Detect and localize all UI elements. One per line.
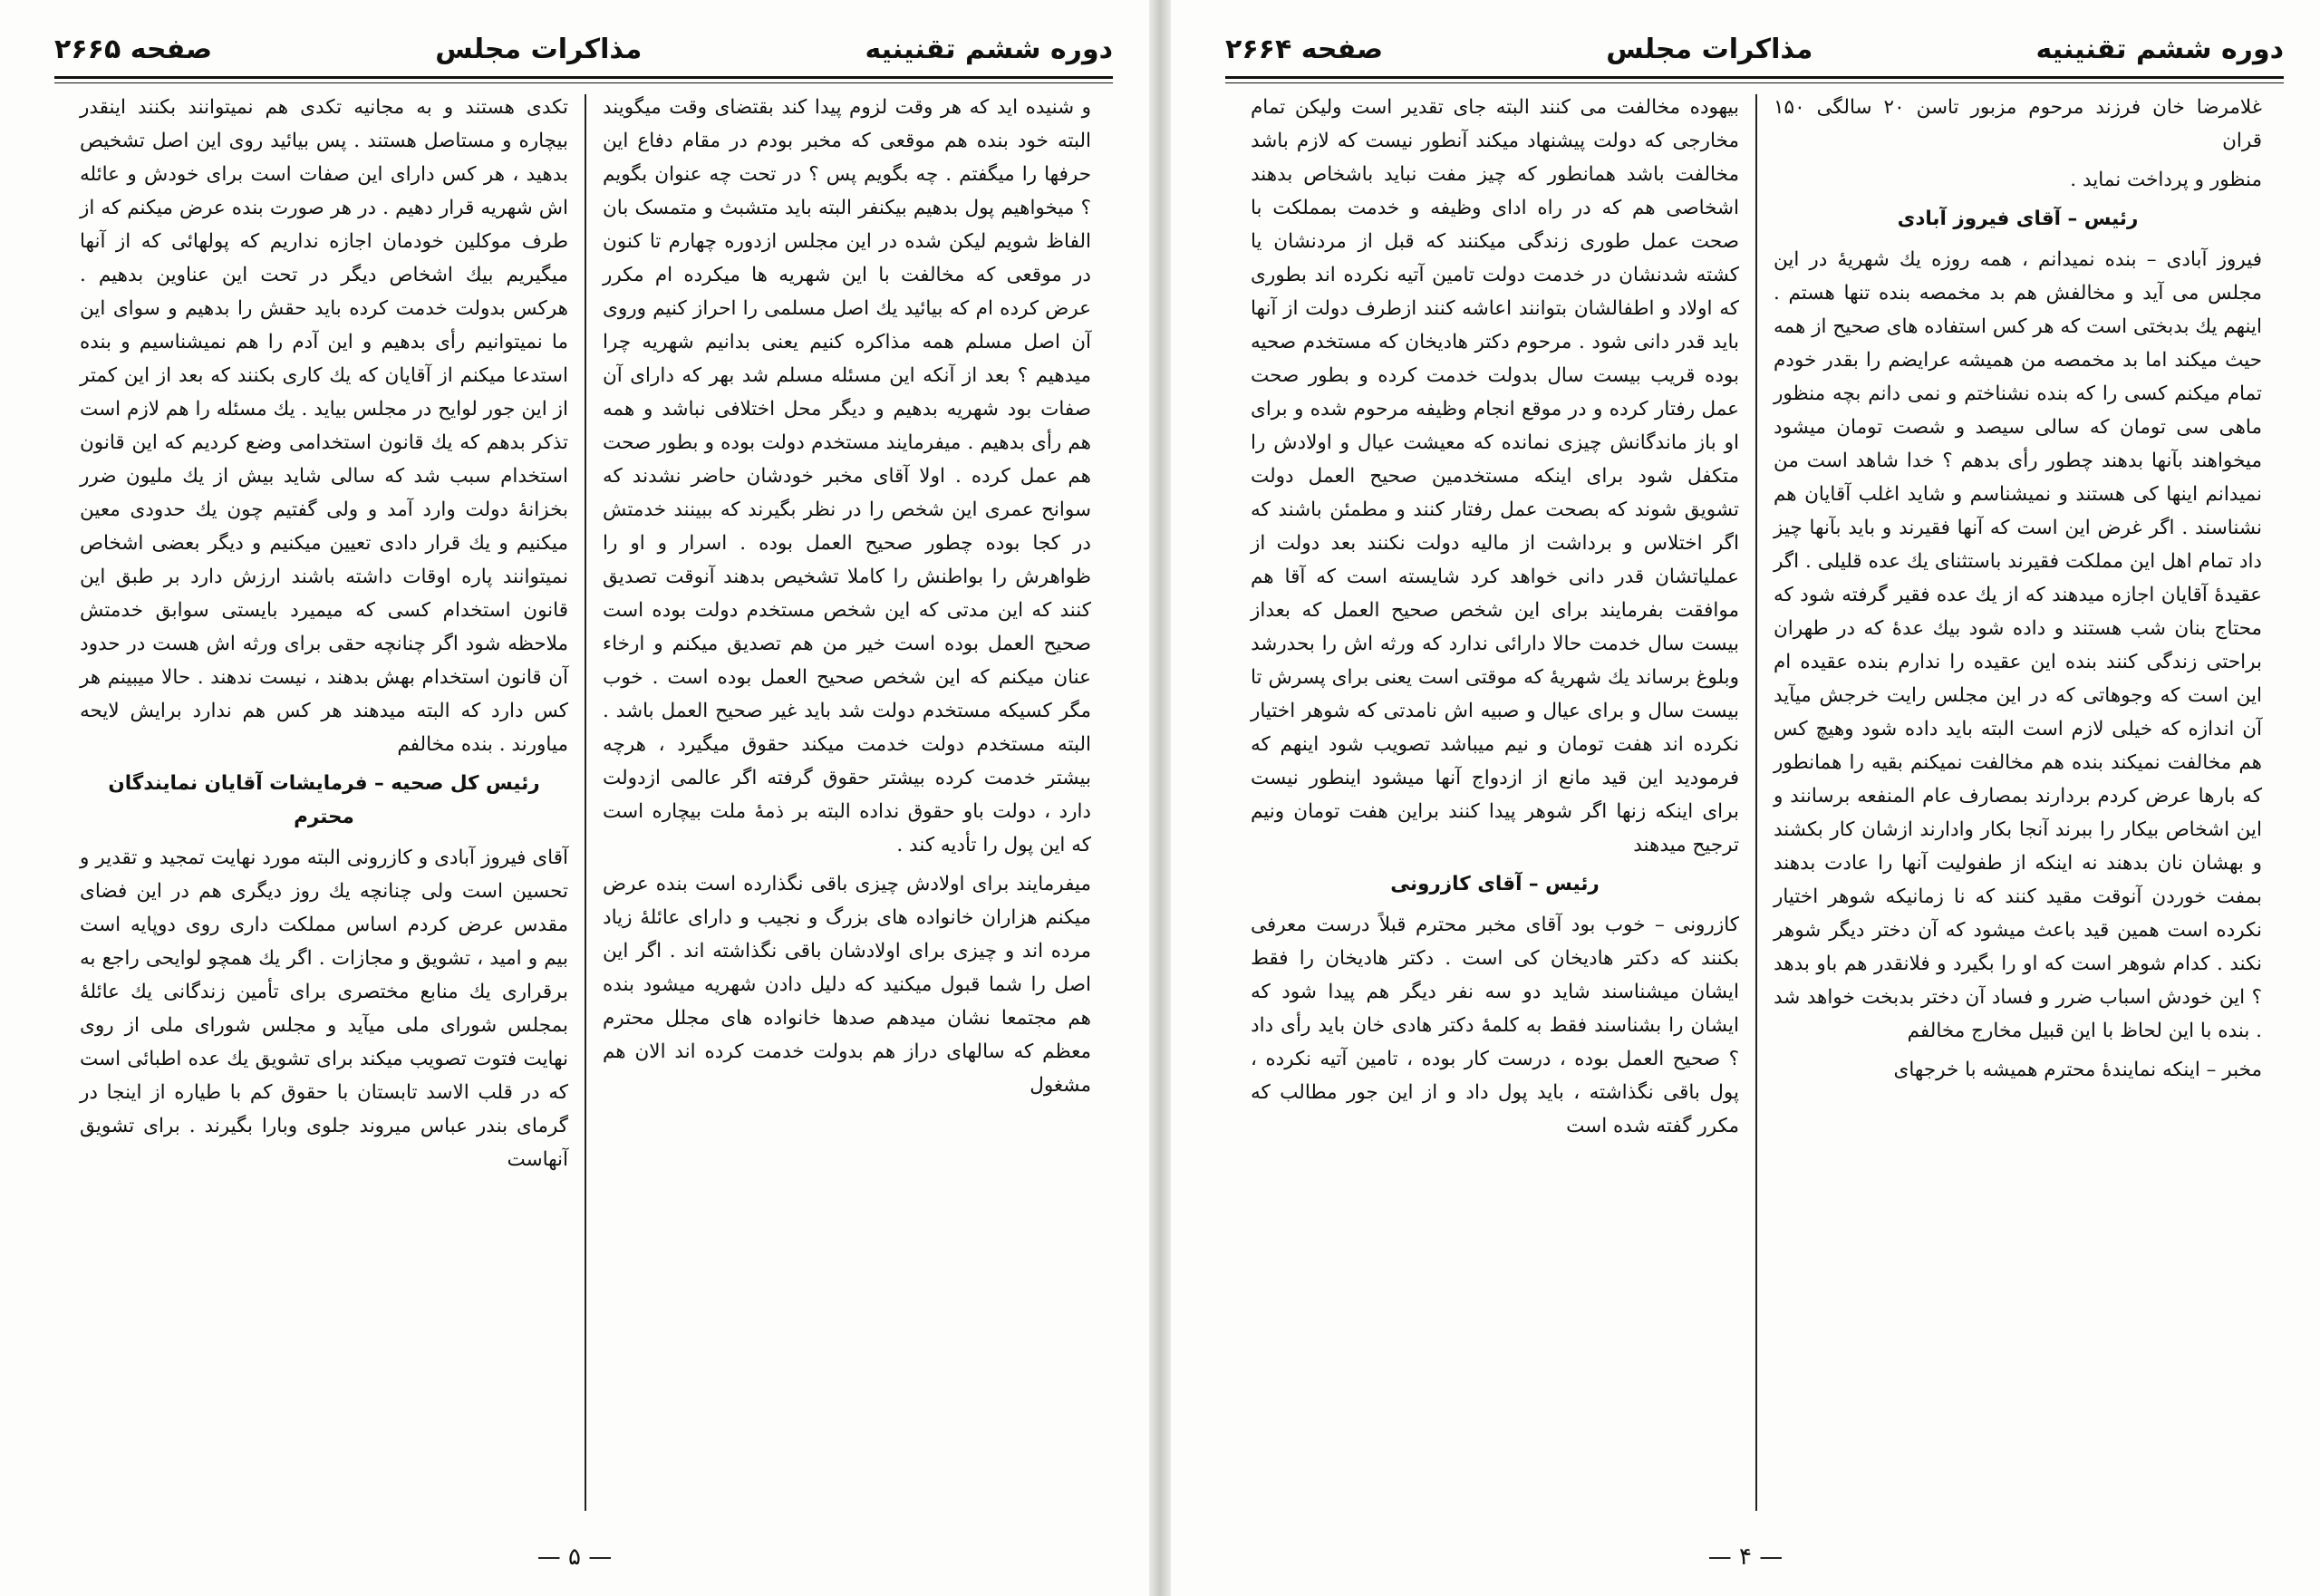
left-page-header	[54, 27, 1113, 71]
book-gutter	[1149, 0, 1171, 1596]
session-label: دوره ششم تقنینیه	[2035, 33, 2284, 65]
left-page	[0, 0, 1149, 1596]
session-label: دوره ششم تقنینیه	[865, 33, 1113, 65]
header-rule	[1225, 76, 2284, 83]
paragraph: بیهوده مخالفت می کنند البته جای تقدیر است ولیکن تمام مخارجی که دولت پیشنهاد میکند آنطور نیست که لازم باشد مخالفت باشد همانطور که چیز مفت نباید باشخاص بدهند اشخاصی هم که در راه ادای وظیفه و خدمت بمملکت با صحت عمل طوری زندگی میکنند که قبل از مردنشان یا کشته شدنشان در خدمت دولت تامین آتیه نکرده اند بطوری که اولاد و اطفالشان بتوانند اعاشه کنند ازطرف دولت از آنها باید قدر دانی شود . مرحوم دکتر هادیخان که مستخدم صحیه بوده قریب بیست سال بدولت خدمت کرده و بطور صحت عمل رفتار کرده و در موقع انجام وظیفه مرحوم شده و برای او باز ماندگانش چیزی نمانده که معیشت عیال و اولادش را متکفل شود برای اینکه مستخدمین صحیح العمل دولت تشویق شوند که بصحت عمل رفتار کنند و مطمئن باشند که اگر اختلاس و برداشت از مالیه دولت نکنند بعد دولت از عملیاتشان قدر دانی خواهد کرد شایسته است که آقا هم موافقت بفرمایند برای این شخص صحیح العمل که بعداز بیست سال خدمت حالا دارائی ندارد که ورثه اش را بحدرشد وبلوغ برساند یك شهریهٔ که موقتی است یعنی برای پسرش تا بیست سال و برای عیال و صبیه اش نامدتی که شوهر اختیار نکرده اند هفت تومان و نیم میباشد تصویب شود اینهم که فرمودید این قید مانع از ازدواج آنها میشود اینطور نیست برای اینکه زنها اگر شوهر پیدا کنند براین هفت تومان ونیم ترجیح میدهند	[1251, 96, 1739, 856]
paragraph: منظور و پرداخت نماید .	[2070, 169, 2262, 191]
speaker-heading: رئیس – آقای فیروز آبادی	[1897, 208, 2139, 230]
page-number: صفحه ۲۶۶۴	[1225, 33, 1384, 65]
paragraph: آقای فیروز آبادی و کازرونی البته مورد نهایت تمجید و تقدیر و تحسین است ولی چنانچه یك روز دیگری هم در این فضای مقدس عرض کردم اساس مملکت داری روی دوپایه است بیم و امید ، تشویق و مجازات . اگر یك همچو لوایحی راجع به برقراری یك منابع مختصری برای تأمین زندگانی یك عائلهٔ بمجلس شورای ملی میآید و مجلس شورای ملی از روی نهایت فتوت تصویب میکند برای تشویق یك عده اطبائی است که در قلب الاسد تابستان با حقوق کم با طیاره از اینجا در گرمای بندر عباس میروند جلوی وبارا بگیرند . برای تشویق آنهاست	[80, 846, 568, 1171]
text-column-left	[1234, 91, 1755, 1514]
paragraph: مخبر – اینکه نمایندهٔ محترم همیشه با خرجهای	[1893, 1059, 2262, 1081]
text-column-left	[63, 91, 585, 1514]
paragraph: فیروز آبادی – بنده نمیدانم ، همه روزه یك شهریهٔ در این مجلس می آید و مخالفش هم بد مخمصه بنده تنها هستم . اینهم یك بدبختی است که هر کس استفاده های صحیح از همه حیث میکند اما بد مخمصه من همیشه عرایضم را بقدر خودم تمام میکنم کسی را که بنده نشناختم و نمی دانم بچه منظور ماهی سی تومان که سالی سیصد و شصت تومان میشود میخواهند بآنها بدهند چطور رأی بدهم ؟ خدا شاهد است من نمیدانم اینها کی هستند و نمیشناسم و شاید اغلب آقایان هم نشناسند . اگر غرض این است که آنها فقیرند و باید بآنها چیز داد تمام اهل این مملکت فقیرند باستثنای یك عده قلیلی . اگر عقیدهٔ آقایان اجازه میدهند که از یك عده فقیر گرفته شود که محتاج بنان شب هستند و داده شود بیك عدهٔ که در طهران براحتی زندگی کنند بنده این عقیده را ندارم بنده عقیده ام این است که وجوهاتی که در این مجلس رایت خرجش میآید آن اندازه که خیلی لازم است البته باید داده شود وهیچ کس هم مخالفت نمیکند بنده هم مخالفت نمیکنم بقیه را همانطور که بارها عرض کردم بردارند بمصارف عام المنفعه برسانند و این اشخاص بیکار را ببرند آنجا بکار وادارند ازشان کار بکشند و بهشان نان بدهند نه اینکه از طفولیت آنها را عادت بدهند بمفت خوردن آنوقت مقید کنند که نا زمانیکه شوهر اختیار نکرده است همین قید باعث میشود که آن دختر دیگر شوهر نکند . کدام شوهر است که او را بگیرد و فلانقدر هم باو بدهد ؟ این خودش اسباب ضرر و فساد آن دختر بدبخت خواهد شد . بنده با این لحاظ با این قبیل مخارج مخالفم	[1774, 248, 2262, 1042]
journal-title: مذاکرات مجلس	[1606, 33, 1813, 65]
page-number: صفحه ۲۶۶۵	[54, 33, 213, 65]
left-page-columns	[63, 91, 1107, 1514]
right-page-header	[1225, 27, 2284, 71]
paragraph: میفرمایند برای اولادش چیزی باقی نگذارده است بنده عرض میکنم هزاران خانواده های بزرگ و نجیب و دارای عائلهٔ زیاد مرده اند و چیزی برای اولادشان باقی نگذاشته اند . اگر این اصل را شما قبول میکنید که دلیل دادن شهریه میشود بنده هم مجتمعا نشان میدهم صدها خانواده های مجلل محترم معظم که سالهای دراز هم بدولت خدمت کرده اند الان هم مشغول	[603, 873, 1091, 1097]
right-page-columns	[1234, 91, 2278, 1514]
journal-title: مذاکرات مجلس	[435, 33, 643, 65]
text-column-right	[586, 91, 1107, 1514]
page-footer-number: — ۵ —	[536, 1543, 613, 1571]
right-page	[1171, 0, 2320, 1596]
speaker-heading: رئیس کل صحیه – فرمایشات آقایان نمایندگان محترم	[108, 772, 540, 828]
paragraph: تکدی هستند و به مجانیه تکدی هم نمیتوانند بکنند اینقدر بیچاره و مستاصل هستند . پس بیائید روی این اصل تشخیص بدهید ، هر کس دارای این صفات است برای خودش و عائله اش شهریه قرار دهیم . در هر صورت بنده عرض میکنم که از طرف موکلین خودمان اجازه نداریم که پولهائی که از آنها میگیریم بیك اشخاص دیگر در تحت این عناوین بدهیم . هرکس بدولت خدمت کرده باید حقش را بدهیم و سوای این ما نمیتوانیم رأی بدهیم و این آدم را هم نمیشناسیم و بنده استدعا میکنم از آقایان که یك کاری بکنند که بعد از این کمتر از این جور لوایح در مجلس بیاید . یك مسئله را هم لازم است تذکر بدهم که یك قانون استخدامی وضع کردیم که این قانون استخدام سبب شد که سالی شاید بیش از یك ملیون ضرر بخزانهٔ دولت وارد آمد و ولی گفتیم چون یك حدودی معین میکنیم و یك قرار دادی تعیین میکنیم و دیگر بعضی اشخاص نمیتوانند پاره اوقات داشته باشند ارزش دارد بر طبق این قانون استخدام کسی که میمیرد بایستی سوابق خدمتش ملاحظه شود اگر چنانچه حقی برای ورثه اش هست در حدود آن قانون استخدام بهش بدهند ، نیست ندهند . حالا میبینم هر کس دارد که البته میدهند هر کس هم ندارد برایش لایحه میاورند . بنده مخالفم	[80, 96, 568, 756]
paragraph: کازرونی – خوب بود آقای مخبر محترم قبلاً درست معرفی بکنند که دکتر هادیخان کی است . دکتر هادیخان را فقط ایشان میشناسند شاید دو سه نفر دیگر هم پیدا شود که ایشان را بشناسند فقط به کلمهٔ دکتر هادی خان باید رأی داد ؟ صحیح العمل بوده ، درست کار بوده ، تامین آتیه نکرده ، پول باقی نگذاشته ، باید پول داد و از این جور مطالب که مکرر گفته شده است	[1251, 914, 1739, 1137]
paragraph: غلامرضا خان فرزند مرحوم مزبور تاسن ۲۰ سالگی ۱۵۰ قران	[1774, 96, 2262, 152]
text-column-right	[1757, 91, 2278, 1514]
speaker-heading: رئیس – آقای کازرونی	[1390, 873, 1600, 895]
header-rule	[54, 76, 1113, 83]
paragraph: و شنیده اید که هر وقت لزوم پیدا کند بقتضای وقت میگویند البته خود بنده هم موقعی که مخبر بودم در مقام دفاع این حرفها را میگفتم . چه بگویم پس ؟ در تحت چه عنوان بگویم ؟ میخواهیم پول بدهیم بیکنفر البته باید متشبث و متمسک بان الفاظ شویم لیکن شده در این مجلس ازدوره چهارم تا کنون در موقعی که مخالفت با این شهریه ها میکرده ام مکرر عرض کرده ام که بیائید یك اصل مسلمی را احراز کنیم وروی آن اصل مسلم همه مذاکره کنیم یعنی بدانیم شهریه چرا میدهیم ؟ بعد از آنکه این مسئله مسلم شد بهر که دارای آن صفات بود شهریه بدهیم و دیگر محل اختلافی نباشد و همه هم رأی بدهیم . میفرمایند مستخدم دولت بوده و بطور صحت هم عمل کرده . اولا آقای مخبر خودشان حاضر نشدند که سوانح عمری این شخص را در نظر بگیرند که ببینند خدمتش در کجا بوده چطور صحیح العمل بوده . اسرار و او را ظواهرش را بواطنش را کاملا تشخیص بدهند آنوقت تصدیق کنند که این مدتی که این شخص مستخدم دولت بوده است صحیح العمل بوده است خیر من هم تصدیق میکنم و ارخاء عنان میکنم که این شخص صحیح العمل بوده است . خوب مگر کسیکه مستخدم دولت شد باید غیر صحیح العمل باشد . البته مستخدم دولت خدمت میکند حقوق میگیرد ، هرچه بیشتر خدمت کرده بیشتر حقوق گرفته اگر عالمی ازدولت دارد ، دولت باو حقوق نداده البته بر ذمهٔ ملت بیچاره است که این پول را تأدیه کند .	[603, 96, 1091, 856]
page-footer-number: — ۴ —	[1707, 1543, 1784, 1571]
